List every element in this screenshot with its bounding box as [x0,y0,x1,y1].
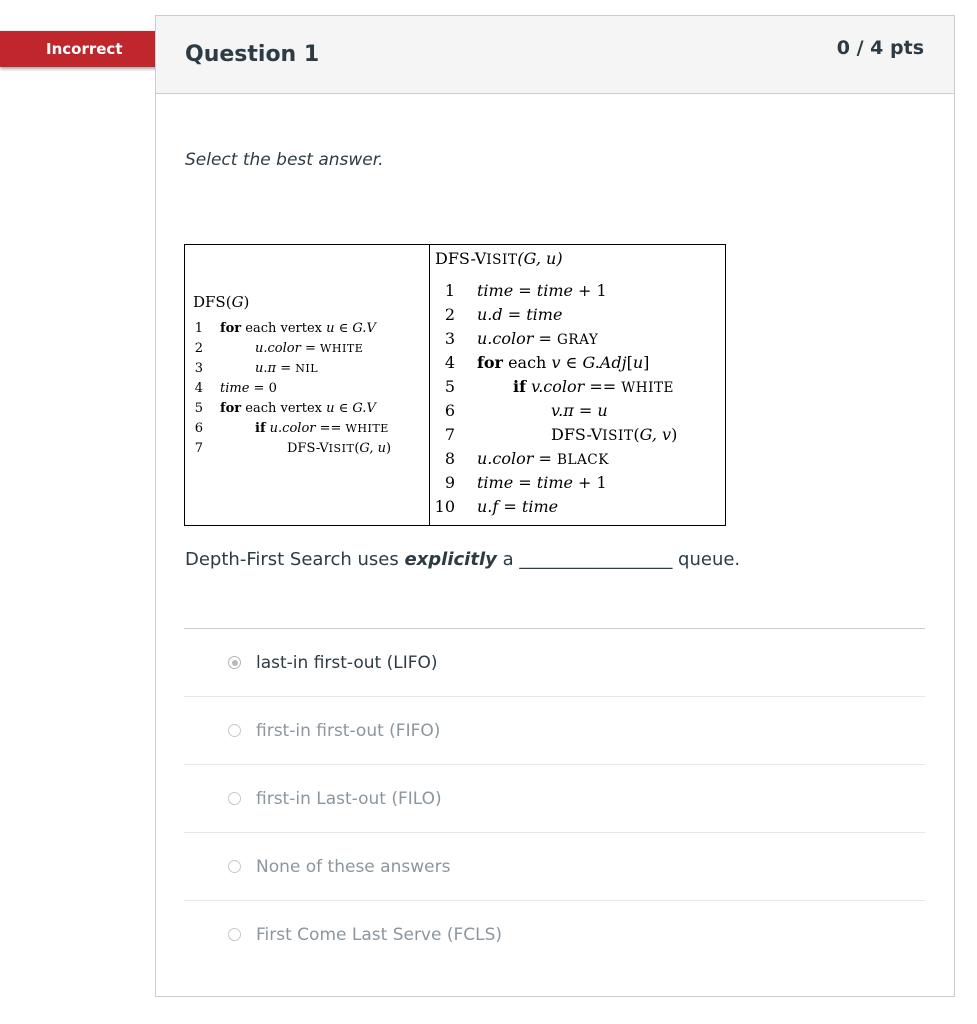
radio-icon[interactable] [228,860,241,873]
answer-list [184,628,925,969]
question-prompt: Select the best answer. [185,150,384,170]
algorithm-divider [429,245,430,525]
radio-icon[interactable] [228,792,241,805]
answer-option[interactable] [184,629,925,697]
radio-icon[interactable] [228,928,241,941]
status-label: Incorrect [46,40,123,58]
incorrect-flag [0,31,157,67]
dfs-header: DFS(G) [193,293,250,311]
question-statement: Depth-First Search uses explicitly a _________________ queue. [185,549,741,570]
answer-label: first-in first-out (FIFO) [256,721,441,741]
question-title: Question 1 [185,42,320,67]
question-header [156,16,954,94]
answer-option[interactable] [184,833,925,901]
visit-header: DFS-VISIT(G, u) [435,249,563,268]
answer-label: First Come Last Serve (FCLS) [256,925,503,945]
radio-icon[interactable] [228,724,241,737]
question-points: 0 / 4 pts [836,37,924,59]
answer-label: first-in Last-out (FILO) [256,789,442,809]
algorithm-figure: DFS(G) 1 for each vertex u ∈ G.V 2 u.color = WHITE 3 u.π = NIL 4 time = 0 5 for each vertex u ∈ G.V 6 if u.color == WHITE 7 DFS-VISIT(G, u) DFS-VISIT(G, u) 1 time = time + 1 2 u.d = time 3 u.color = GRAY 4 for each v ∈ G.Adj[u] 5 if v.color == WHITE 6 v.π = u 7 DFS-VISIT(G, v) 8 u.color = BLACK 9 time = time + 1 10 u.f = time [184,244,726,526]
answer-option[interactable] [184,901,925,969]
answer-option[interactable] [184,697,925,765]
answer-label: None of these answers [256,857,451,877]
answer-option[interactable] [184,765,925,833]
answer-label: last-in first-out (LIFO) [256,653,438,673]
radio-selected-icon[interactable] [228,656,241,669]
